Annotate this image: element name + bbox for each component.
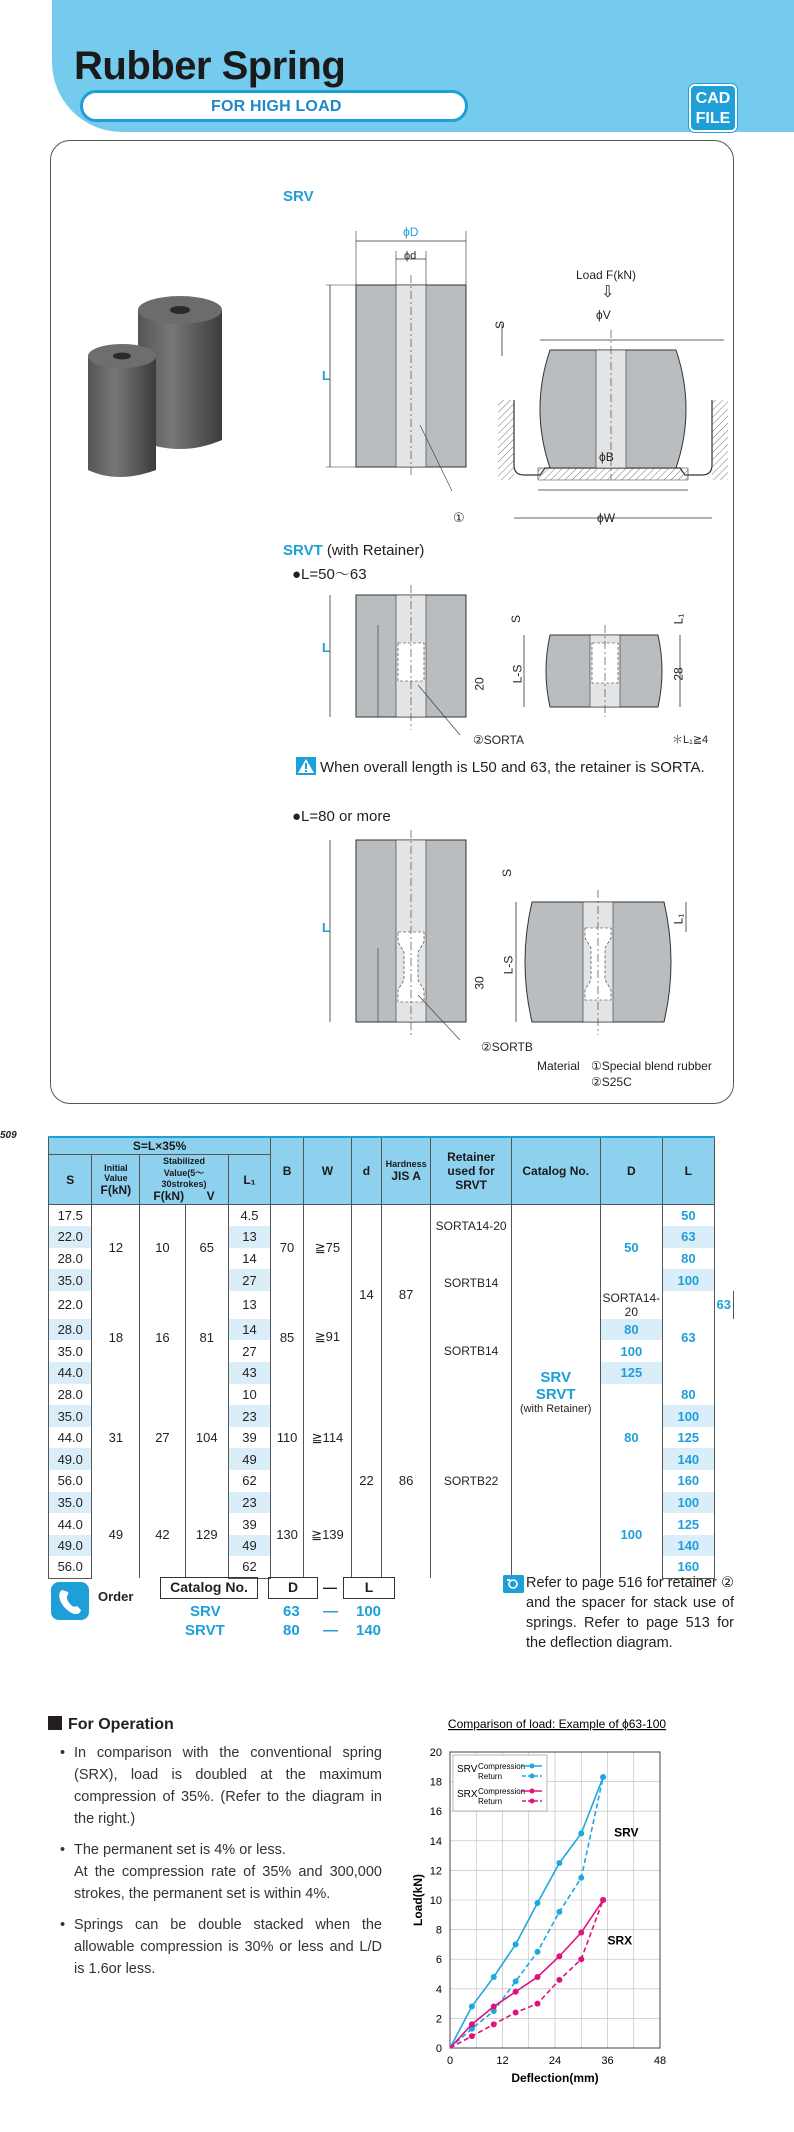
cell-L: 125 <box>663 1513 714 1535</box>
cell-l1: 49 <box>228 1448 270 1470</box>
cell-f: 12 <box>92 1205 140 1291</box>
data-point <box>556 1977 562 1983</box>
cell-b: 110 <box>271 1384 304 1492</box>
dim-28: 28 <box>671 667 686 681</box>
cell-d: 22 <box>351 1384 381 1578</box>
cell-v: 129 <box>185 1492 228 1578</box>
cell-retainer: SORTA14-20 <box>431 1205 512 1248</box>
data-point <box>535 1949 541 1955</box>
cell-l1: 43 <box>228 1362 270 1384</box>
data-point <box>535 1974 541 1980</box>
cell-s: 44.0 <box>49 1427 92 1449</box>
cell-v: 81 <box>185 1291 228 1384</box>
data-point <box>513 1989 519 1995</box>
phi-V-label: ϕV <box>596 308 611 322</box>
cell-f: 31 <box>92 1384 140 1492</box>
data-point <box>535 1900 541 1906</box>
cell-L: 125 <box>600 1362 663 1384</box>
cell-D: 80 <box>600 1384 663 1492</box>
srvt-short-S-label: S <box>509 614 524 624</box>
data-point <box>556 1860 562 1866</box>
srv-label: SRV <box>283 188 314 205</box>
cell-l1: 13 <box>228 1226 270 1248</box>
load-comparison-chart <box>408 1708 748 2124</box>
cell-L: 125 <box>663 1427 714 1449</box>
col-L: L <box>663 1137 714 1205</box>
cell-l1: 49 <box>228 1535 270 1557</box>
data-point <box>535 2001 541 2007</box>
order-row-1-dash: — <box>323 1603 338 1620</box>
y-tick-label: 12 <box>429 1865 442 1878</box>
table-row <box>49 1205 734 1227</box>
cell-L: 100 <box>663 1405 714 1427</box>
cell-b: 70 <box>271 1205 304 1291</box>
sortb-label: ②SORTB <box>481 1040 533 1054</box>
col-hardness <box>381 1137 430 1205</box>
list-item: • In comparison with the conventional spring (SRX), load is doubled at the maximum compression of 35%. (Refer to the diagram in the right.) <box>60 1742 382 1830</box>
col-catalog: Catalog No. <box>511 1137 600 1205</box>
srvt-long-drawing <box>320 830 740 1060</box>
data-point <box>578 1830 584 1836</box>
cell-L: 80 <box>600 1319 663 1341</box>
cell-L: 100 <box>663 1492 714 1514</box>
cell-fs: 42 <box>140 1492 185 1578</box>
col-retainer <box>431 1137 512 1205</box>
cell-b: 130 <box>271 1492 304 1578</box>
x-axis-label: Deflection(mm) <box>511 2071 599 2085</box>
col-b: B <box>271 1137 304 1205</box>
order-row-1-catalog: SRV <box>190 1603 221 1620</box>
col-retainer-bottom: SRVT <box>455 1178 487 1192</box>
table-row <box>49 1384 734 1406</box>
cell-s: 28.0 <box>49 1248 92 1270</box>
order-label: Order <box>98 1589 134 1604</box>
cell-L: 50 <box>663 1205 714 1227</box>
warning-text: When overall length is L50 and 63, the retainer is SORTA. <box>320 759 705 776</box>
cell-L: 80 <box>663 1248 714 1270</box>
data-point <box>578 1956 584 1962</box>
cell-l1: 27 <box>228 1269 270 1291</box>
S-label: S <box>493 320 508 330</box>
cell-l1: 13 <box>228 1291 270 1319</box>
cell-l1: 4.5 <box>228 1205 270 1227</box>
cell-d: 14 <box>351 1205 381 1384</box>
srv-compressed-drawing <box>490 300 740 530</box>
x-tick-label: 48 <box>653 2055 667 2067</box>
legend-group-srx: SRX <box>457 1789 478 1800</box>
cell-f: 18 <box>92 1291 140 1384</box>
srvt-long-L-label: L <box>322 920 330 935</box>
y-tick-label: 4 <box>435 1983 442 1996</box>
cell-L: 160 <box>663 1556 714 1578</box>
cell-hardness: 86 <box>381 1384 430 1578</box>
legend-label: Compression <box>478 1762 526 1771</box>
y-tick-label: 6 <box>435 1954 442 1967</box>
chart-title: Comparison of load: Example of ϕ63-100 <box>447 1717 667 1731</box>
l-range-1: ●L=50〜63 <box>292 566 367 583</box>
col-w: W <box>303 1137 351 1205</box>
order-head-L: L <box>343 1577 395 1599</box>
list-item-line: • The permanent set is 4% or less. <box>74 1842 286 1858</box>
y-tick-label: 14 <box>429 1835 442 1848</box>
cell-s: 49.0 <box>49 1448 92 1470</box>
x-tick-label: 24 <box>548 2055 562 2067</box>
cell-s: 56.0 <box>49 1556 92 1578</box>
legend-marker <box>530 1799 535 1804</box>
cell-l1: 10 <box>228 1384 270 1406</box>
cell-catalog <box>511 1205 600 1579</box>
l-range-2: ●L=80 or more <box>292 808 391 825</box>
data-point <box>556 1909 562 1915</box>
cell-s: 28.0 <box>49 1319 92 1341</box>
sorta-label: ②SORTA <box>473 733 524 747</box>
square-bullet-icon <box>48 1716 62 1730</box>
cell-v: 104 <box>185 1384 228 1492</box>
col-s: S <box>49 1155 92 1205</box>
cell-L: 160 <box>663 1470 714 1492</box>
cell-l1: 14 <box>228 1248 270 1270</box>
cell-L: 63 <box>714 1291 733 1319</box>
col-l1: L₁ <box>228 1155 270 1205</box>
cell-s: 22.0 <box>49 1291 92 1319</box>
y-axis-label: Load(kN) <box>411 1874 425 1926</box>
cell-s: 22.0 <box>49 1226 92 1248</box>
legend-label: Return <box>478 1797 503 1806</box>
cell-l1: 23 <box>228 1492 270 1514</box>
cell-s: 44.0 <box>49 1513 92 1535</box>
cell-w: ≧91 <box>303 1291 351 1384</box>
cell-fs: 10 <box>140 1205 185 1291</box>
y-tick-label: 10 <box>429 1895 442 1907</box>
col-retainer-top: Retainer used for <box>447 1150 496 1178</box>
cell-L: 140 <box>663 1535 714 1557</box>
cell-retainer: SORTA14-20 <box>600 1291 663 1319</box>
page-title: Rubber Spring <box>74 44 346 88</box>
order-row-2-catalog: SRVT <box>185 1622 225 1639</box>
data-point <box>556 1953 562 1959</box>
subtitle-pill <box>80 90 468 122</box>
cell-s: 56.0 <box>49 1470 92 1492</box>
srv-curve-label: SRV <box>614 1825 639 1840</box>
cell-l1: 27 <box>228 1340 270 1362</box>
dim-30: 30 <box>472 976 487 990</box>
col-hardness-bottom: JIS A <box>391 1169 421 1183</box>
warning-icon <box>296 757 316 775</box>
data-point <box>600 1897 606 1903</box>
data-point <box>578 1930 584 1936</box>
col-stab-f: F(kN) <box>153 1189 185 1203</box>
data-point <box>469 2004 475 2010</box>
srvt-long-L-S-label: L-S <box>501 955 516 975</box>
cell-retainer: SORTB14 <box>431 1319 512 1384</box>
product-photo <box>80 280 260 490</box>
srvt-short-drawing <box>320 585 740 745</box>
order-head-dash: — <box>323 1579 337 1595</box>
order-row-2-dash: — <box>323 1622 338 1639</box>
x-tick-label: 36 <box>601 2055 614 2067</box>
phi-D-label: ϕD <box>403 225 419 239</box>
cell-L: 63 <box>663 1226 714 1248</box>
callout-1: ① <box>453 510 465 525</box>
x-tick-label: 12 <box>496 2055 509 2067</box>
data-point <box>469 2021 475 2027</box>
phi-W-label: ϕW <box>597 511 616 525</box>
col-d: d <box>351 1137 381 1205</box>
legend-label: Return <box>478 1772 503 1781</box>
cell-L: 140 <box>663 1448 714 1470</box>
col-hardness-top: Hardness <box>385 1159 427 1169</box>
cell-b: 85 <box>271 1291 304 1384</box>
cell-w: ≧114 <box>303 1384 351 1492</box>
list-item-line: At the compression rate of 35% and 300,000 strokes, the permanent set is within 4%. <box>74 1864 382 1902</box>
spec-table <box>48 1136 734 1579</box>
srvt-label: SRVT <box>283 542 323 559</box>
legend-marker <box>530 1764 535 1769</box>
cell-L: 80 <box>663 1384 714 1406</box>
srx-curve-label: SRX <box>607 1933 633 1948</box>
srvt-long-L1-label: L₁ <box>671 913 686 925</box>
col-stabilized <box>140 1155 229 1205</box>
x-tick-label: 0 <box>446 2055 454 2067</box>
cell-l1: 14 <box>228 1319 270 1341</box>
cell-s: 44.0 <box>49 1362 92 1384</box>
cell-L: 100 <box>600 1340 663 1362</box>
material-label: Material <box>537 1059 580 1073</box>
col-initial <box>92 1155 140 1205</box>
warning-note <box>296 757 705 776</box>
col-group-s: S=L×35% <box>49 1137 271 1155</box>
col-stab-top: Stabilized Value(5〜30strokes) <box>161 1156 207 1189</box>
material-1: ①Special blend rubber <box>591 1059 712 1073</box>
data-point <box>491 2021 497 2027</box>
cad-badge-line1: CAD <box>695 90 731 107</box>
cell-L: 100 <box>663 1269 714 1291</box>
cell-l1: 62 <box>228 1556 270 1578</box>
cell-v: 65 <box>185 1205 228 1291</box>
cad-file-button[interactable] <box>689 84 737 132</box>
page-code: 509 <box>0 1130 17 1141</box>
y-tick-label: 20 <box>429 1747 442 1759</box>
cell-s: 35.0 <box>49 1269 92 1291</box>
cell-fs: 16 <box>140 1291 185 1384</box>
data-point <box>469 2033 475 2039</box>
data-point <box>491 1974 497 1980</box>
y-tick-label: 18 <box>429 1776 442 1789</box>
col-stab-v: V <box>206 1189 215 1203</box>
cell-l1: 39 <box>228 1513 270 1535</box>
order-row-1-L: 100 <box>356 1603 382 1620</box>
cell-s: 35.0 <box>49 1405 92 1427</box>
y-tick-label: 2 <box>435 2013 442 2026</box>
cell-fs: 27 <box>140 1384 185 1492</box>
cell-retainer: SORTB14 <box>431 1248 512 1319</box>
load-arrow: ⇩ <box>601 284 615 301</box>
subtitle: FOR HIGH LOAD <box>211 98 342 115</box>
cell-hardness: 87 <box>381 1205 430 1384</box>
reference-icon <box>503 1575 524 1593</box>
cell-s: 17.5 <box>49 1205 92 1227</box>
srvt-short-L1-label: L₁ <box>671 613 686 625</box>
phone-icon <box>50 1578 90 1622</box>
operation-heading <box>48 1716 174 1734</box>
col-initial-f: F(kN) <box>100 1182 132 1197</box>
srv-L-label: L <box>322 368 330 383</box>
cell-l1: 23 <box>228 1405 270 1427</box>
phi-B-label: ϕB <box>599 450 614 464</box>
col-initial-top: Initial Value <box>104 1162 128 1183</box>
y-tick-label: 0 <box>435 2043 442 2055</box>
order-row-2-L: 140 <box>356 1622 382 1639</box>
l1-note: ＊L₁≧4 <box>672 734 709 746</box>
catalog-note: (with Retainer) <box>519 1402 592 1415</box>
data-point <box>513 1978 519 1984</box>
cell-D: 100 <box>600 1492 663 1578</box>
y-tick-label: 8 <box>435 1924 442 1937</box>
operation-list <box>60 1742 382 1989</box>
legend-label: Compression <box>478 1787 526 1796</box>
legend-marker <box>530 1774 535 1779</box>
reference-text: Refer to page 516 for retainer ② and the spacer for stack use of springs. Refer to page 513 for the deflection diagram. <box>526 1575 734 1651</box>
catalog-srv: SRV <box>540 1368 571 1386</box>
cell-l1: 62 <box>228 1470 270 1492</box>
cell-l1: 39 <box>228 1427 270 1449</box>
col-D: D <box>600 1137 663 1205</box>
cell-s: 49.0 <box>49 1535 92 1557</box>
cell-s: 35.0 <box>49 1340 92 1362</box>
operation-heading-text: For Operation <box>68 1716 174 1733</box>
material-2: ②S25C <box>591 1075 632 1089</box>
srvt-short-L-S-label: L-S <box>510 664 525 684</box>
cell-f: 49 <box>92 1492 140 1578</box>
order-row-1-D: 63 <box>283 1603 300 1620</box>
cell-D: 63 <box>663 1291 714 1384</box>
cell-s: 28.0 <box>49 1384 92 1406</box>
srvt-long-S-label: S <box>500 868 515 878</box>
cell-w: ≧75 <box>303 1205 351 1291</box>
legend-marker <box>530 1789 535 1794</box>
cad-badge-line2: FILE <box>695 110 731 127</box>
legend-group-srv: SRV <box>457 1764 478 1775</box>
list-item: • Springs can be double stacked when the allowable compression is 30% or less and L/D is 1.6or less. <box>60 1914 382 1980</box>
order-row-2-D: 80 <box>283 1622 300 1639</box>
dim-20: 20 <box>472 677 487 691</box>
phi-d-label: ϕd <box>404 250 417 262</box>
list-item <box>60 1839 382 1905</box>
cell-s: 35.0 <box>49 1492 92 1514</box>
cell-D: 50 <box>600 1205 663 1291</box>
load-label: Load F(kN) <box>576 268 637 282</box>
order-head-catalog: Catalog No. <box>160 1577 258 1599</box>
data-point <box>578 1875 584 1881</box>
data-point <box>513 1941 519 1947</box>
order-head-D: D <box>268 1577 318 1599</box>
data-point <box>600 1774 606 1780</box>
cell-retainer: SORTB22 <box>431 1384 512 1578</box>
catalog-srvt: SRVT <box>535 1385 576 1403</box>
cell-w: ≧139 <box>303 1492 351 1578</box>
y-tick-label: 16 <box>429 1806 442 1819</box>
data-point <box>513 2009 519 2015</box>
data-point <box>491 2004 497 2010</box>
srvt-heading <box>283 542 424 559</box>
srvt-suffix: (with Retainer) <box>322 542 425 559</box>
srvt-short-L-label: L <box>322 640 330 655</box>
